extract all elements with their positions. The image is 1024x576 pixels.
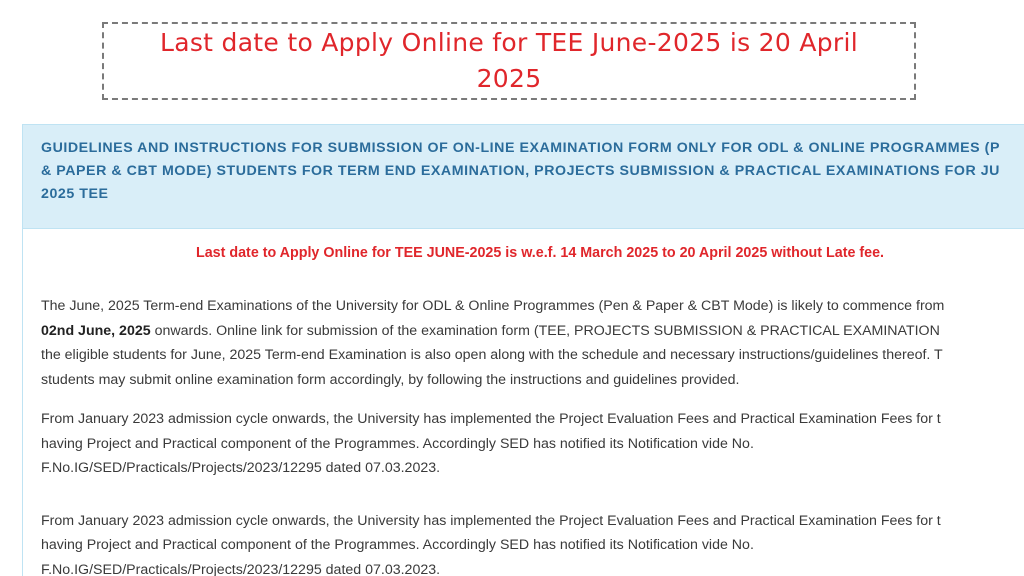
paragraph-tee-schedule	[41, 294, 1024, 392]
paragraph-line: From January 2023 admission cycle onwards, the University has implemented the Project Evaluation Fees and Practical Examination Fees for t	[41, 411, 941, 427]
paragraph-line: The June, 2025 Term-end Examinations of the University for ODL & Online Programmes (Pen & Paper & CBT Mode) is likely to commence from	[41, 298, 945, 314]
panel-heading-line-2: & PAPER & CBT MODE) STUDENTS FOR TERM END EXAMINATION, PROJECTS SUBMISSION & PRACTICAL EXAMINATIONS FOR JU	[41, 163, 1000, 179]
last-date-notice-box	[102, 22, 916, 100]
paragraph-line: the eligible students for June, 2025 Term-end Examination is also open along with the schedule and necessary instructions/guidelines thereof. T	[41, 347, 943, 363]
panel-heading	[23, 125, 1024, 229]
paragraph-line: having Project and Practical component of the Programmes. Accordingly SED has notified its Notification vide No.	[41, 537, 754, 553]
paragraph-line: F.No.IG/SED/Practicals/Projects/2023/12295 dated 07.03.2023.	[41, 460, 441, 476]
guidelines-panel	[22, 124, 1024, 576]
paragraph-project-fees	[41, 407, 1024, 481]
commence-date: 02nd June, 2025	[41, 322, 151, 339]
last-date-instruction: Last date to Apply Online for TEE JUNE-2025 is w.e.f. 14 March 2025 to 20 April 2025 without Late fee.	[196, 245, 885, 261]
paragraph-line	[41, 319, 1024, 344]
panel-heading-line-1: GUIDELINES AND INSTRUCTIONS FOR SUBMISSION OF ON-LINE EXAMINATION FORM ONLY FOR ODL & ONLINE PROGRAMMES (P	[41, 140, 1000, 156]
paragraph-line: having Project and Practical component of the Programmes. Accordingly SED has notified its Notification vide No.	[41, 435, 754, 452]
panel-body	[23, 229, 1024, 576]
paragraph-line-rest: onwards. Online link for submission of the examination form (TEE, PROJECTS SUBMISSION & PRACTICAL EXAMINATION	[150, 322, 940, 339]
paragraph-line: From January 2023 admission cycle onwards, the University has implemented the Project Evaluation Fees and Practical Examination Fees for t	[41, 512, 941, 529]
paragraph-project-fees-repeat	[41, 509, 1024, 576]
last-date-notice-text: Last date to Apply Online for TEE June-2025 is 20 April 2025	[160, 28, 858, 93]
paragraph-line: students may submit online examination form accordingly, by following the instructions and guidelines provided.	[41, 371, 740, 388]
paragraph-line: F.No.IG/SED/Practicals/Projects/2023/12295 dated 07.03.2023.	[41, 561, 441, 576]
panel-heading-line-3: 2025 TEE	[41, 186, 109, 202]
